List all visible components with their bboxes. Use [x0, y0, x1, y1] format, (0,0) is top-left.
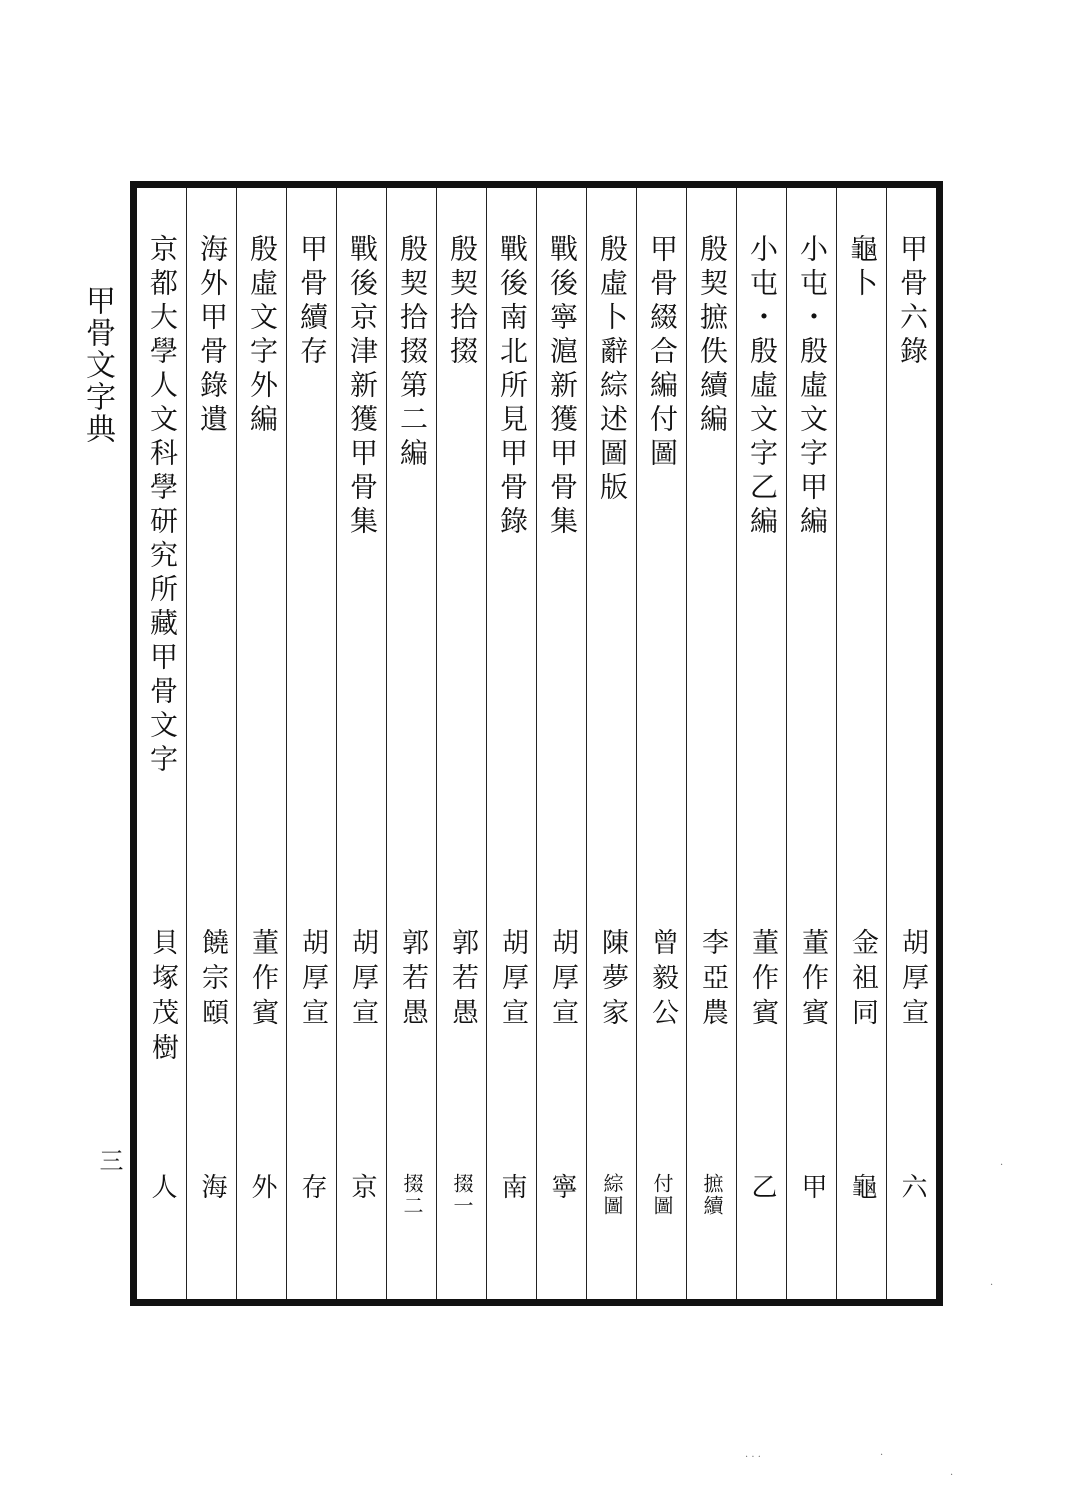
table-column — [436, 188, 486, 1299]
book-author: 胡厚宣 — [347, 928, 378, 1033]
book-title: 小屯・殷虛文字甲編 — [796, 234, 829, 540]
book-author: 饒宗頤 — [197, 928, 228, 1033]
bibliography-table — [130, 181, 943, 1306]
book-author: 董作賓 — [747, 928, 778, 1033]
book-title: 龜卜 — [846, 234, 879, 302]
book-title: 殷契拾掇第二編 — [396, 234, 429, 472]
book-abbreviation: 付圖 — [650, 1173, 674, 1217]
book-title: 殷契拾掇 — [446, 234, 479, 370]
book-title: 殷虛文字外編 — [246, 234, 279, 438]
book-author: 郭若愚 — [397, 928, 428, 1033]
book-title: 殷契摭佚續編 — [696, 234, 729, 438]
book-author: 胡厚宣 — [297, 928, 328, 1033]
book-title: 京都大學人文科學研究所藏甲骨文字 — [146, 234, 179, 778]
table-column — [786, 188, 836, 1299]
table-column — [836, 188, 886, 1299]
book-title: 戰後寧滬新獲甲骨集 — [546, 234, 579, 540]
book-title: 戰後南北所見甲骨錄 — [496, 234, 529, 540]
scan-speck: · — [950, 1470, 954, 1481]
book-abbreviation: 龜 — [847, 1173, 877, 1205]
book-author: 貝塚茂樹 — [147, 928, 178, 1068]
book-abbreviation: 乙 — [747, 1173, 777, 1205]
book-abbreviation: 人 — [147, 1173, 177, 1205]
book-title: 甲骨續存 — [296, 234, 329, 370]
book-abbreviation: 海 — [197, 1173, 227, 1205]
book-abbreviation: 摭續 — [700, 1173, 724, 1217]
table-column — [736, 188, 786, 1299]
book-author: 金祖同 — [847, 928, 878, 1033]
book-abbreviation: 掇二 — [400, 1173, 424, 1217]
scan-speck: · — [880, 1450, 884, 1461]
book-title: 戰後京津新獲甲骨集 — [346, 234, 379, 540]
book-title: 小屯・殷虛文字乙編 — [746, 234, 779, 540]
table-column — [186, 188, 236, 1299]
book-author: 董作賓 — [797, 928, 828, 1033]
table-column — [586, 188, 636, 1299]
table-column — [286, 188, 336, 1299]
book-title: 海外甲骨錄遺 — [196, 234, 229, 438]
table-column — [636, 188, 686, 1299]
book-abbreviation: 甲 — [797, 1173, 827, 1205]
book-author: 胡厚宣 — [547, 928, 578, 1033]
book-title: 甲骨綴合編付圖 — [646, 234, 679, 472]
book-abbreviation: 寧 — [547, 1173, 577, 1205]
table-column — [686, 188, 736, 1299]
book-title: 殷虛卜辭綜述圖版 — [596, 234, 629, 506]
book-author: 胡厚宣 — [497, 928, 528, 1033]
book-author: 曾毅公 — [647, 928, 678, 1033]
scan-speck: · — [990, 1280, 994, 1291]
page-number: 三 — [95, 1148, 123, 1172]
book-abbreviation: 外 — [247, 1173, 277, 1205]
table-column — [886, 188, 936, 1299]
table-column — [386, 188, 436, 1299]
book-abbreviation: 南 — [497, 1173, 527, 1205]
table-column — [236, 188, 286, 1299]
book-abbreviation: 京 — [347, 1173, 377, 1205]
book-author: 董作賓 — [247, 928, 278, 1033]
scan-speck: · · · — [745, 1452, 761, 1463]
book-abbreviation: 存 — [297, 1173, 327, 1205]
book-abbreviation: 綜圖 — [600, 1173, 624, 1217]
table-column — [137, 188, 186, 1299]
book-author: 李亞農 — [697, 928, 728, 1033]
table-column — [536, 188, 586, 1299]
book-author: 胡厚宣 — [897, 928, 928, 1033]
book-author: 陳夢家 — [597, 928, 628, 1033]
table-column — [486, 188, 536, 1299]
book-abbreviation: 六 — [897, 1173, 927, 1205]
scan-speck: · — [1000, 1160, 1004, 1171]
book-title: 甲骨六錄 — [896, 234, 929, 370]
book-author: 郭若愚 — [447, 928, 478, 1033]
running-head: 甲骨文字典 — [80, 285, 115, 445]
table-column — [336, 188, 386, 1299]
book-abbreviation: 掇一 — [450, 1173, 474, 1217]
